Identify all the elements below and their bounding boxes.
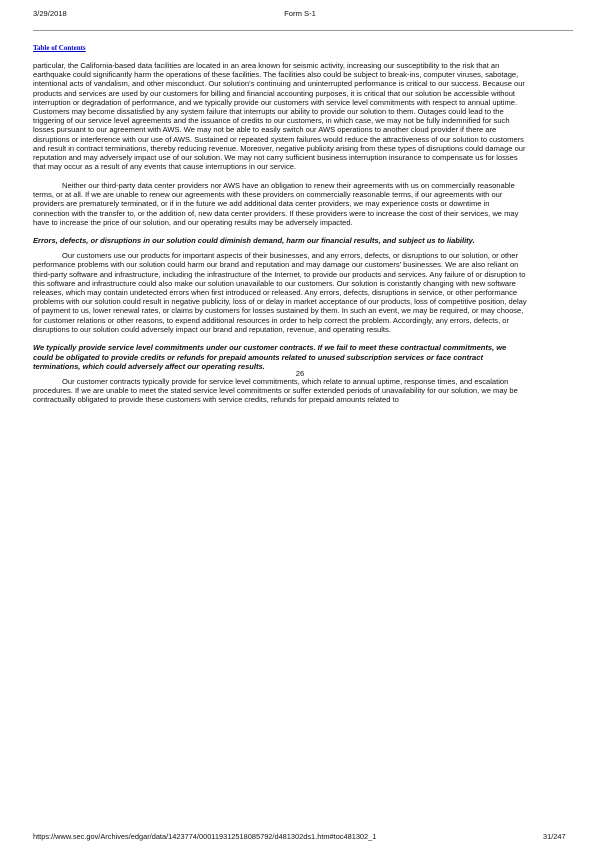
text-line: have to increase the price of our solution, and our operating results may be adversely impacted.: [33, 217, 353, 227]
body-paragraph: [33, 251, 578, 334]
text-line: performance problems with our solution could harm our brand and reputation and may damage our customers’ businesses. We are also reliant on: [33, 260, 519, 270]
text-line: terms, or at all. If we are unable to renew our agreements with these providers on commercially reasonable terms, if our agreements with our: [33, 190, 503, 200]
text-line: procedures. If we are unable to meet the stated service level commitments or suffer extended periods of unavailability for our solution, we may be: [33, 385, 518, 395]
text-line: providers are prematurely terminated, or if in the future we add additional data center providers, we may experience costs or downtime in: [33, 199, 490, 209]
document-title: Form S-1: [284, 9, 316, 18]
body-paragraph: [33, 181, 578, 227]
text-line: reputation and may adversely impact use of our solution. We may not carry sufficient business interruption insurance to compensate us for losses: [33, 153, 518, 163]
text-line: particular, the California-based data facilities are located in an area known for seismic activity, increasing our susceptibility to the risk that an: [33, 61, 500, 70]
text-line: this software and infrastructure could also make our solution unavailable to our customers. Our solution is constantly changing with new software: [33, 278, 516, 288]
footer-url: https://www.sec.gov/Archives/edgar/data/1423774/000119312518085792/d481302ds1.htm#toc481302_1: [33, 832, 377, 841]
header-divider: [33, 30, 573, 31]
text-line: of payment to us, lower renewal rates, or claims by customers for losses sustained by them. In such an event, we may be required, or may choose,: [33, 306, 524, 316]
document-body: [33, 61, 578, 414]
text-line: Our customer contracts typically provide for service level commitments, which relate to annual uptime, response times, and escalation: [62, 376, 509, 386]
text-line: disruptions or interference with our use of AWS. Sustained or repeated system failures would reduce the attractiveness of our solution to customers: [33, 134, 524, 144]
section-heading: [33, 343, 578, 371]
text-line: terminations, which could adversely affect our operating results.: [33, 361, 265, 371]
text-line: Errors, defects, or disruptions in our solution could diminish demand, harm our financial results, and subject us to liability.: [33, 236, 475, 246]
text-line: for customer relations or other reasons, to expend additional resources in order to help correct the problem. Accordingly, any errors, defects, or: [33, 315, 509, 325]
text-line: Customers may become dissatisfied by any system failure that interrupts our ability to provide our solution to them. Outages could lead to the: [33, 107, 504, 117]
text-line: and result in contract terminations, thereby reducing revenue. Moreover, negative publicity arising from these types of disruptions could damage our: [33, 143, 526, 153]
table-of-contents-link[interactable]: Table of Contents: [33, 44, 86, 52]
text-line: Our customers use our products for important aspects of their businesses, and any errors, defects, or disruptions to our solution, or other: [62, 251, 518, 261]
text-line: that may occur as a result of any events that cause interruptions in our service.: [33, 162, 297, 172]
text-line: disruptions to our solution could adversely impact our brand and reputation, revenue, and operating results.: [33, 324, 391, 334]
text-line: We typically provide service level commitments under our customer contracts. If we fail to meet these contractual commitments, we: [33, 343, 507, 353]
section-heading: [33, 236, 578, 245]
text-line: could be obligated to provide credits or refunds for prepaid amounts related to unused subscription services or face contract: [33, 352, 483, 362]
text-line: interruption or degradation of performance, and we typically provide our customers with service level commitments with respect to annual uptime.: [33, 97, 518, 107]
body-paragraph: [33, 61, 578, 171]
text-line: contractually obligated to provide these customers with service credits, refunds for prepaid amounts related to: [33, 395, 399, 404]
text-line: products and services are used by our customers for billing and financial accounting purposes, it is critical that our solution be accessible without: [33, 88, 515, 98]
footer-page-count: 31/247: [543, 832, 566, 841]
text-line: problems with our solution could result in negative publicity, loss of or delay in market acceptance of our products, loss of competitive position, delay: [33, 297, 527, 307]
text-line: connection with the transfer to, or the addition of, new data center providers. If these providers were to increase the cost of their services, we may: [33, 208, 519, 218]
text-line: third-party software and infrastructure, including the infrastructure of the Internet, to provide our products and services. Any failure of or disruption to: [33, 269, 526, 279]
body-paragraph: [33, 377, 578, 405]
text-line: Neither our third-party data center providers nor AWS have an obligation to renew their agreements with us on commercially reasonable: [62, 180, 515, 190]
text-line: intentional acts of vandalism, and other misconduct. Our solution’s continuing and uninterrupted performance is critical to our success. Because our: [33, 79, 525, 89]
text-line: releases, which may contain undetected errors when first introduced or released. Any errors, defects, disruptions in service, or other performance: [33, 287, 518, 297]
text-line: triggering of our service level agreements and the issuance of credits to our customers, in which case, we may not be fully indemnified for such: [33, 116, 510, 126]
text-line: losses pursuant to our agreement with AWS. We may not be able to easily switch our AWS operations to another cloud provider if there are: [33, 125, 497, 135]
text-line: earthquake could significantly harm the operations of these facilities. The facilities also could be subject to break-ins, computer viruses, sabotage,: [33, 70, 519, 80]
print-date: 3/29/2018: [33, 9, 67, 18]
page-number: 26: [295, 369, 305, 378]
